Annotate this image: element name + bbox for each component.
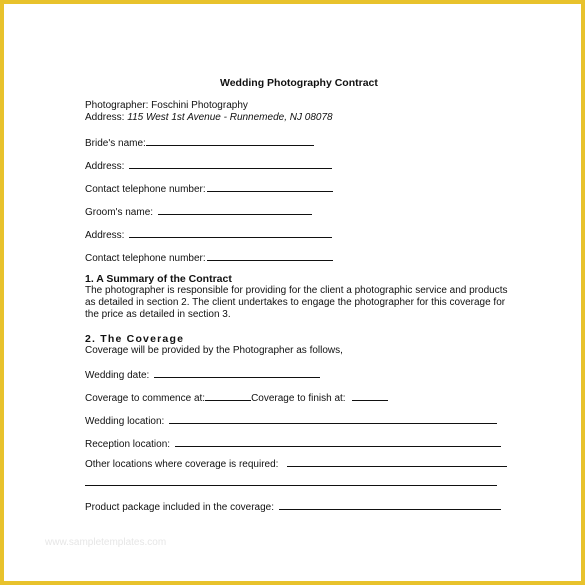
bride-address-blank[interactable] (129, 159, 332, 169)
bride-address-field (85, 159, 332, 173)
groom-contact-blank[interactable] (207, 251, 333, 261)
wedding-date-field (85, 368, 320, 382)
reception-location-blank[interactable] (175, 437, 501, 447)
watermark-text: www.sampletemplates.com (45, 537, 167, 548)
reception-location-label: Reception location: (85, 439, 171, 450)
wedding-date-label: Wedding date: (85, 370, 150, 381)
coverage-commence-label: Coverage to commence at: (85, 393, 206, 404)
product-package-label: Product package included in the coverage: (85, 502, 275, 513)
bride-contact-blank[interactable] (207, 182, 333, 192)
wedding-location-field (85, 414, 497, 428)
grooms-name-blank[interactable] (158, 205, 312, 215)
coverage-commence-blank[interactable] (205, 391, 251, 401)
section2-heading: 2. The Coverage (85, 333, 185, 345)
groom-address-blank[interactable] (129, 228, 332, 238)
coverage-times-field (85, 391, 388, 405)
grooms-name-label: Groom's name: (85, 207, 154, 218)
bride-address-label: Address: (85, 161, 125, 172)
wedding-location-label: Wedding location: (85, 416, 165, 427)
other-locations-label: Other locations where coverage is required: (85, 459, 279, 470)
wedding-date-blank[interactable] (154, 368, 320, 378)
coverage-finish-label: Coverage to finish at: (251, 393, 346, 404)
groom-address-label: Address: (85, 230, 125, 241)
coverage-finish-blank[interactable] (352, 391, 388, 401)
reception-location-field (85, 437, 501, 451)
bride-contact-label: Contact telephone number: (85, 184, 206, 195)
section1-heading: 1. A Summary of the Contract (85, 273, 232, 285)
section2-intro: Coverage will be provided by the Photographer as follows, (85, 345, 343, 356)
other-locations-extra-line (85, 476, 497, 490)
brides-name-field (85, 136, 314, 150)
other-locations-blank[interactable] (287, 457, 507, 467)
photographer-line: Photographer: Foschini Photography (85, 100, 248, 111)
document-title: Wedding Photography Contract (220, 77, 378, 89)
other-locations-field (85, 457, 507, 471)
photographer-address (85, 112, 333, 124)
wedding-location-blank[interactable] (169, 414, 497, 424)
brides-name-blank[interactable] (146, 136, 314, 146)
other-locations-blank-2[interactable] (85, 476, 497, 486)
address-label: Address: (85, 112, 125, 123)
groom-address-field (85, 228, 332, 242)
product-package-field (85, 500, 501, 514)
groom-contact-label: Contact telephone number: (85, 253, 206, 264)
bride-contact-field (85, 182, 333, 196)
address-value: 115 West 1st Avenue - Runnemede, NJ 08078 (127, 112, 333, 123)
product-package-blank[interactable] (279, 500, 501, 510)
groom-contact-field (85, 251, 333, 265)
brides-name-label: Bride's name: (85, 138, 146, 149)
grooms-name-field (85, 205, 312, 219)
section1-text: The photographer is responsible for providing for the client a photographic service and products as detailed in section 2. The client undertakes to engage the photographer for this coverage for the price as detailed in section 3. (85, 285, 508, 320)
